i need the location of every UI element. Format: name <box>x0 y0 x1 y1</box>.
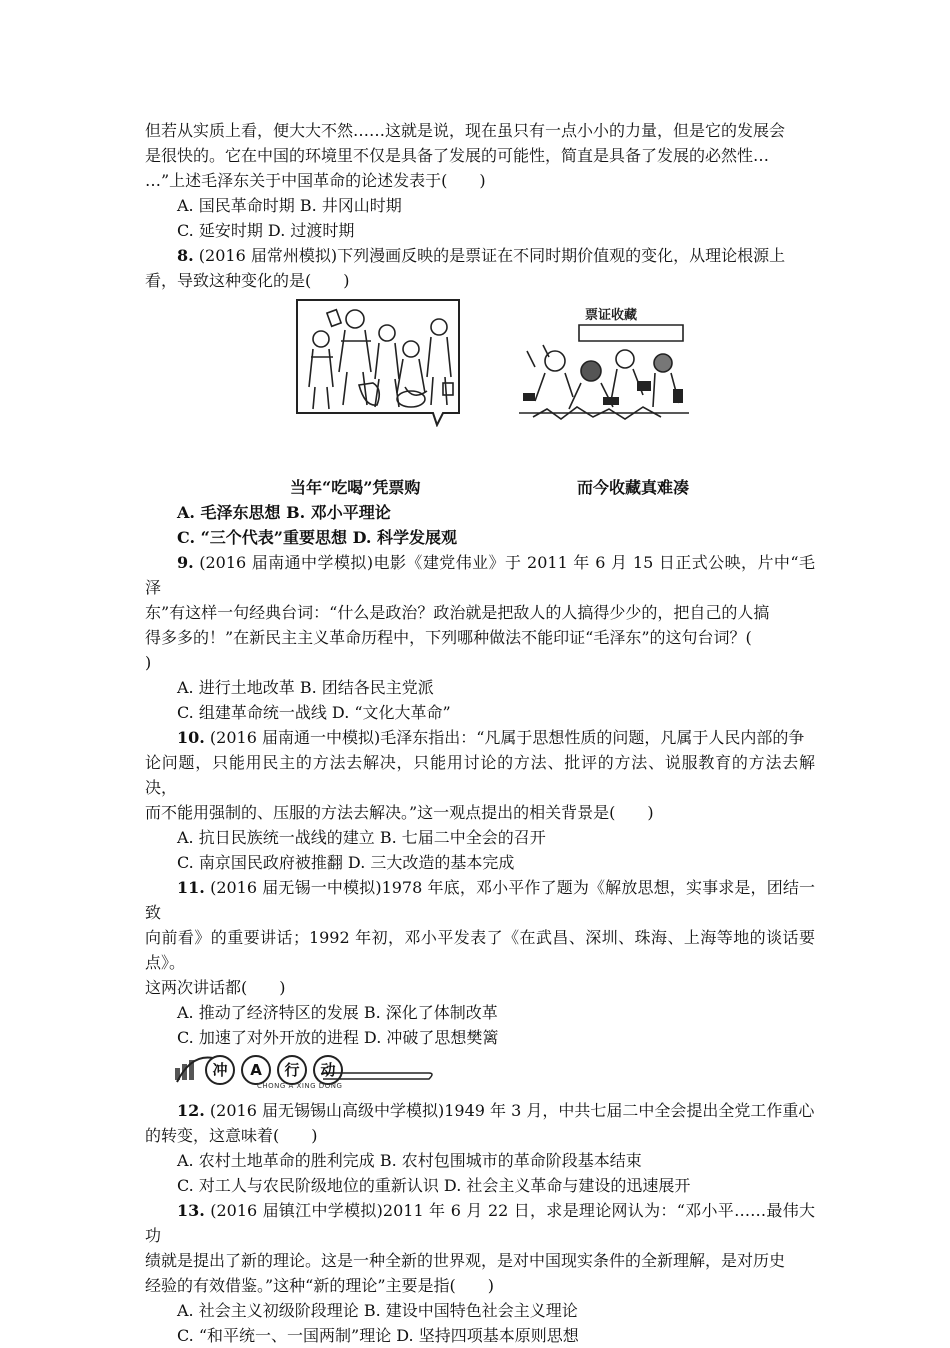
q12-number: 12. <box>177 1101 205 1120</box>
q11-stem-line1: (2016 届无锡一中模拟)1978 年底，邓小平作了题为《解放思想，实事求是，团结一致 <box>145 878 815 922</box>
q12-stem-line2: 的转变，这意味着( ) <box>145 1126 318 1145</box>
q8-options-ab: A. 毛泽东思想 B. 邓小平理论 <box>177 503 391 522</box>
caption-left: 当年“吃喝”凭票购 <box>290 478 421 497</box>
q10-options-ab: A. 抗日民族统一战线的建立 B. 七届二中全会的召开 <box>177 828 546 847</box>
q11-number: 11. <box>177 878 205 897</box>
q9-stem-line1: (2016 届南通中学模拟)电影《建党伟业》于 2011 年 6 月 15 日正式公映，片中“毛泽 <box>145 553 815 597</box>
q13-stem-line1: (2016 届镇江中学模拟)2011 年 6 月 22 日，求是理论网认为：“邓小平……最伟大功 <box>145 1201 815 1245</box>
q7-line3: …”上述毛泽东关于中国革命的论述发表于( ) <box>145 171 486 190</box>
q8-stem <box>145 243 815 268</box>
question-7-tail <box>145 118 815 243</box>
q7-options-cd: C. 延安时期 D. 过渡时期 <box>177 221 355 240</box>
question-8 <box>145 243 815 550</box>
banner-pinyin: CHONG A XING DONG <box>257 1082 343 1090</box>
q9-stem-line2: 东”有这样一句经典台词：“什么是政治？政治就是把敌人的人搞得少少的，把自己的人搞 <box>145 603 770 622</box>
q9-number: 9. <box>177 553 194 572</box>
exam-page <box>145 118 815 1348</box>
q10-stem-line1: (2016 届南通一中模拟)毛泽东指出：“凡属于思想性质的问题，凡属于人民内部的争 <box>204 728 805 747</box>
q9-options-cd: C. 组建革命统一战线 D. “文化大革命” <box>177 703 451 722</box>
q9-stem-line3: 得多多的！”在新民主主义革命历程中，下列哪种做法不能印证“毛泽东”的这句台词？( <box>145 628 752 647</box>
question-11 <box>145 875 815 1050</box>
q13-options-ab: A. 社会主义初级阶段理论 B. 建设中国特色社会主义理论 <box>177 1301 578 1320</box>
cartoon-left-then <box>293 297 465 427</box>
q10-number: 10. <box>177 728 205 747</box>
q10-stem <box>145 725 815 750</box>
section-banner <box>145 1052 815 1092</box>
q12-stem-line1: (2016 届无锡锡山高级中学模拟)1949 年 3 月，中共七届二中全会提出全党工作重心 <box>204 1101 815 1120</box>
q11-stem <box>145 875 815 925</box>
question-13 <box>145 1198 815 1348</box>
banner-char-4: 动 <box>313 1055 343 1085</box>
q9-options-ab: A. 进行土地改革 B. 团结各民主党派 <box>177 678 434 697</box>
question-10 <box>145 725 815 875</box>
banner-title <box>205 1055 343 1085</box>
q7-line1: 但若从实质上看，便大大不然……这就是说，现在虽只有一点小小的力量，但是它的发展会 <box>145 121 786 140</box>
q8-number: 8. <box>177 246 194 265</box>
q13-stem <box>145 1198 815 1248</box>
question-12 <box>145 1098 815 1198</box>
q8-stem-line2: 看，导致这种变化的是( ) <box>145 271 350 290</box>
banner-char-1: 冲 <box>205 1055 235 1085</box>
banner-char-2: A <box>241 1055 271 1085</box>
q8-stem-line1: (2016 届常州模拟)下列漫画反映的是票证在不同时期价值观的变化，从理论根源上 <box>193 246 786 265</box>
q10-stem-line3: 而不能用强制的、压服的方法去解决。”这一观点提出的相关背景是( ) <box>145 803 654 822</box>
cartoon-figures <box>145 297 815 475</box>
banner-char-3: 行 <box>277 1055 307 1085</box>
q13-stem-line2: 绩就是提出了新的理论。这是一种全新的世界观，是对中国现实条件的全新理解，是对历史 <box>145 1251 786 1270</box>
q9-stem-line4: ) <box>145 653 152 672</box>
q10-stem-line2: 论问题，只能用民主的方法去解决，只能用讨论的方法、批评的方法、说服教育的方法去解决， <box>145 753 815 797</box>
q11-options-ab: A. 推动了经济特区的发展 B. 深化了体制改革 <box>177 1003 498 1022</box>
q11-stem-line3: 这两次讲话都( ) <box>145 978 286 997</box>
q11-stem-line2: 向前看》的重要讲话；1992 年初，邓小平发表了《在武昌、深圳、珠海、上海等地的谈话要点》。 <box>145 928 815 972</box>
q13-options-cd: C. “和平统一、一国两制”理论 D. 坚持四项基本原则思想 <box>177 1326 579 1345</box>
q13-number: 13. <box>177 1201 205 1220</box>
caption-right: 而今收藏真难凑 <box>577 478 690 497</box>
q7-options-ab: A. 国民革命时期 B. 井冈山时期 <box>177 196 402 215</box>
q12-stem <box>145 1098 815 1123</box>
q7-line2: 是很快的。它在中国的环境里不仅是具备了发展的可能性，简直是具备了发展的必然性… <box>145 146 770 165</box>
cartoon-right-now <box>513 297 693 427</box>
q12-options-ab: A. 农村土地革命的胜利完成 B. 农村包围城市的革命阶段基本结束 <box>177 1151 642 1170</box>
cartoon-sign-text: 票证收藏 <box>585 308 638 323</box>
q10-options-cd: C. 南京国民政府被推翻 D. 三大改造的基本完成 <box>177 853 515 872</box>
q9-stem <box>145 550 815 600</box>
question-9 <box>145 550 815 725</box>
q8-options-cd: C. “三个代表”重要思想 D. 科学发展观 <box>177 528 458 547</box>
q11-options-cd: C. 加速了对外开放的进程 D. 冲破了思想樊篱 <box>177 1028 499 1047</box>
cartoon-captions <box>145 475 815 500</box>
q12-options-cd: C. 对工人与农民阶级地位的重新认识 D. 社会主义革命与建设的迅速展开 <box>177 1176 691 1195</box>
q13-stem-line3: 经验的有效借鉴。”这种“新的理论”主要是指( ) <box>145 1276 495 1295</box>
